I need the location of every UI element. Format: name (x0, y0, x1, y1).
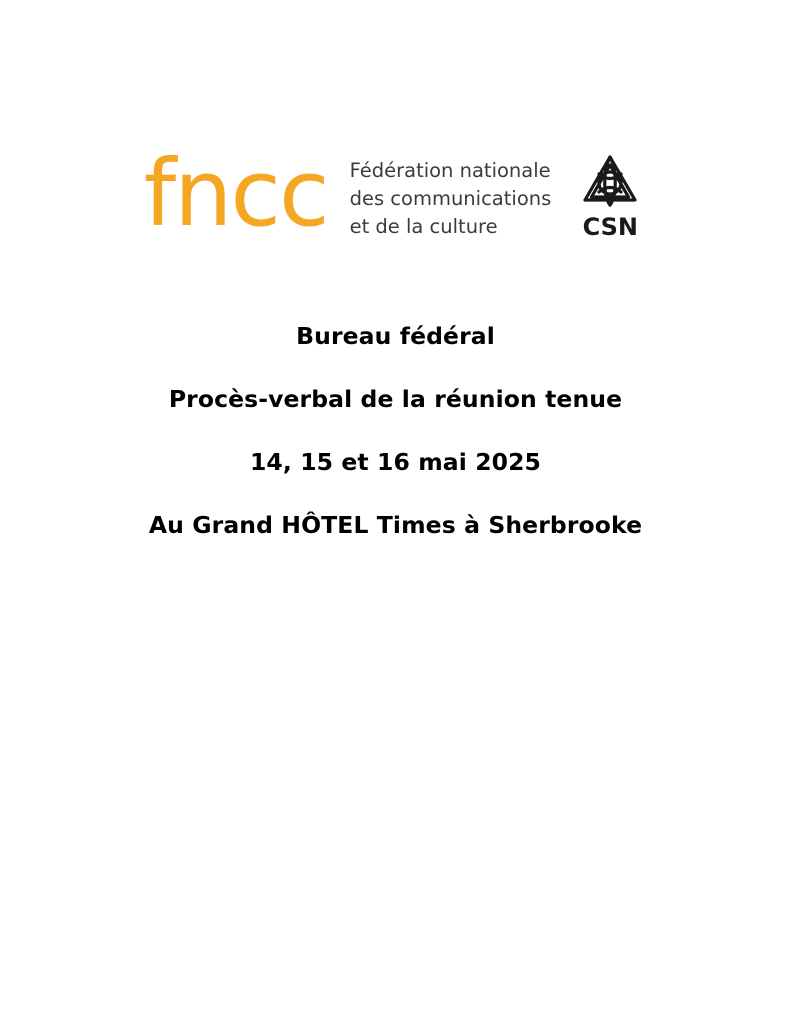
logo-row (143, 140, 648, 248)
document-subtitle: Procès-verbal de la réunion tenue (168, 385, 623, 413)
fncc-tagline (350, 153, 552, 240)
csn-logo (573, 150, 647, 244)
fncc-wordmark-logo: fncc (143, 140, 328, 248)
meeting-location: Au Grand HÔTEL Times à Sherbrooke (148, 511, 643, 539)
csn-logo-text: CSN (582, 213, 638, 241)
document-title-block (0, 322, 791, 539)
meeting-dates: 14, 15 et 16 mai 2025 (249, 448, 542, 476)
fncc-tagline-line-2: des communications (349, 187, 552, 211)
page-title: Bureau fédéral (296, 322, 495, 350)
document-header (0, 140, 791, 248)
csn-knot-icon (579, 152, 641, 215)
fncc-tagline-line-3: et de la culture (349, 214, 498, 238)
fncc-tagline-line-1: Fédération nationale (349, 159, 551, 183)
